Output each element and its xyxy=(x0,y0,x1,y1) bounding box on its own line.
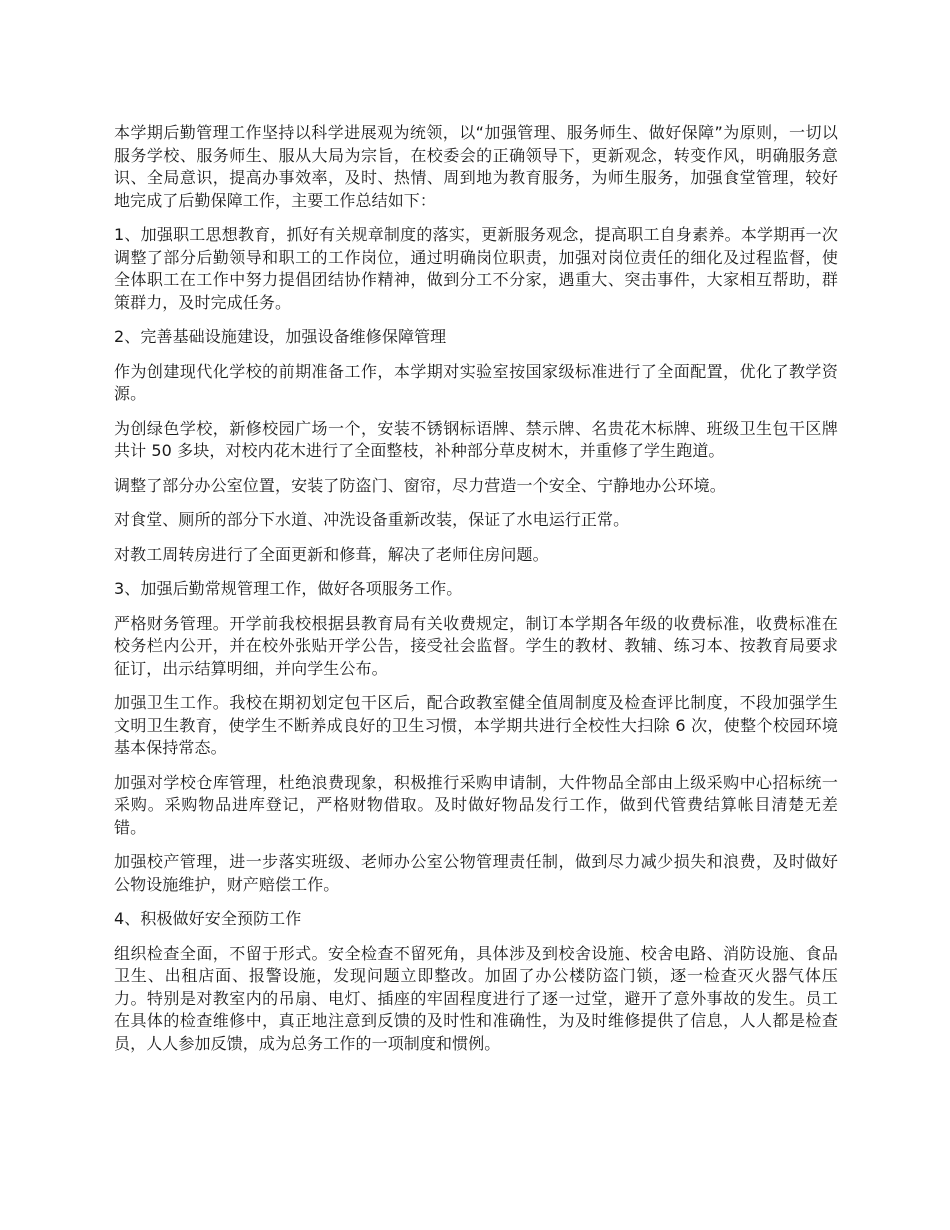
finance-paragraph: 严格财务管理。开学前我校根据县教育局有关收费规定，制订本学期各年级的收费标准，收费标准在校务栏内公开，并在校外张贴开学公告，接受社会监督。学生的教材、教辅、练习本、按教育局要求征订，出示结算明细，并向学生公布。 xyxy=(114,613,838,678)
section-3-heading: 3、加强后勤常规管理工作，做好各项服务工作。 xyxy=(114,579,463,598)
section-2-heading: 2、完善基础设施建设，加强设备维修保障管理 xyxy=(114,327,447,346)
safety-paragraph: 组织检查全面，不留于形式。安全检查不留死角，具体涉及到校舍设施、校舍电路、消防设施、食品卫生、出租店面、报警设施，发现问题立即整改。加固了办公楼防盗门锁，逐一检查灭火器气体压力。特别是对教室内的吊扇、电灯、插座的牢固程度进行了逐一过堂，避开了意外事故的发生。员工在具体的检查维修中，真正地注意到反馈的及时性和准确性，为及时维修提供了信息，人人都是检查员，人人参加反馈，成为总务工作的一项制度和惯例。 xyxy=(114,943,838,1053)
intro-paragraph: 本学期后勤管理工作坚持以科学进展观为统领，以“加强管理、服务师生、做好保障”为原则，一切以服务学校、服务师生、服从大局为宗旨，在校委会的正确领导下，更新观念，转变作风，明确服务意识、全局意识，提高办事效率，及时、热情、周到地为教育服务，为师生服务，加强食堂管理，较好地完成了后勤保障工作，主要工作总结如下： xyxy=(114,123,838,210)
lab-paragraph: 作为创建现代化学校的前期准备工作，本学期对实验室按国家级标准进行了全面配置，优化了教学资源。 xyxy=(114,361,838,403)
hygiene-paragraph: 加强卫生工作。我校在期初划定包干区后，配合政教室健全值周制度及检查评比制度，不段加强学生文明卫生教育，使学生不断养成良好的卫生习惯，本学期共进行全校性大扫除 6 次，使整个校园环境基本保持常态。 xyxy=(114,693,838,757)
warehouse-paragraph: 加强对学校仓库管理，杜绝浪费现象，积极推行采购申请制，大件物品全部由上级采购中心招标统一采购。采购物品进库登记，严格财物借取。及时做好物品发行工作，做到代管费结算帐目清楚无差错。 xyxy=(114,772,838,837)
section-1-paragraph: 1、加强职工思想教育，抓好有关规章制度的落实，更新服务观念，提高职工自身素养。本学期再一次调整了部分后勤领导和职工的工作岗位，通过明确岗位职责，加强对岗位责任的细化及过程监督，使全体职工在工作中努力提倡团结协作精神，做到分工不分家，遇重大、突击事件，大家相互帮助，群策群力，及时完成任务。 xyxy=(114,225,838,312)
housing-paragraph: 对教工周转房进行了全面更新和修葺，解决了老师住房问题。 xyxy=(114,544,549,564)
section-4-heading: 4、积极做好安全预防工作 xyxy=(114,909,302,928)
green-school-paragraph: 为创绿色学校，新修校园广场一个，安装不锈钢标语牌、禁示牌、名贵花木标牌、班级卫生包干区牌共计 50 多块，对校内花木进行了全面整枝，补种部分草皮树木，并重修了学生跑道。 xyxy=(114,418,838,460)
office-paragraph: 调整了部分办公室位置，安装了防盗门、窗帘，尽力营造一个安全、宁静地办公环境。 xyxy=(114,475,726,495)
property-paragraph: 加强校产管理，进一步落实班级、老师办公室公物管理责任制，做到尽力减少损失和浪费，及时做好公物设施维护，财产赔偿工作。 xyxy=(114,852,838,894)
drainage-paragraph: 对食堂、厕所的部分下水道、冲洗设备重新改装，保证了水电运行正常。 xyxy=(114,510,630,529)
